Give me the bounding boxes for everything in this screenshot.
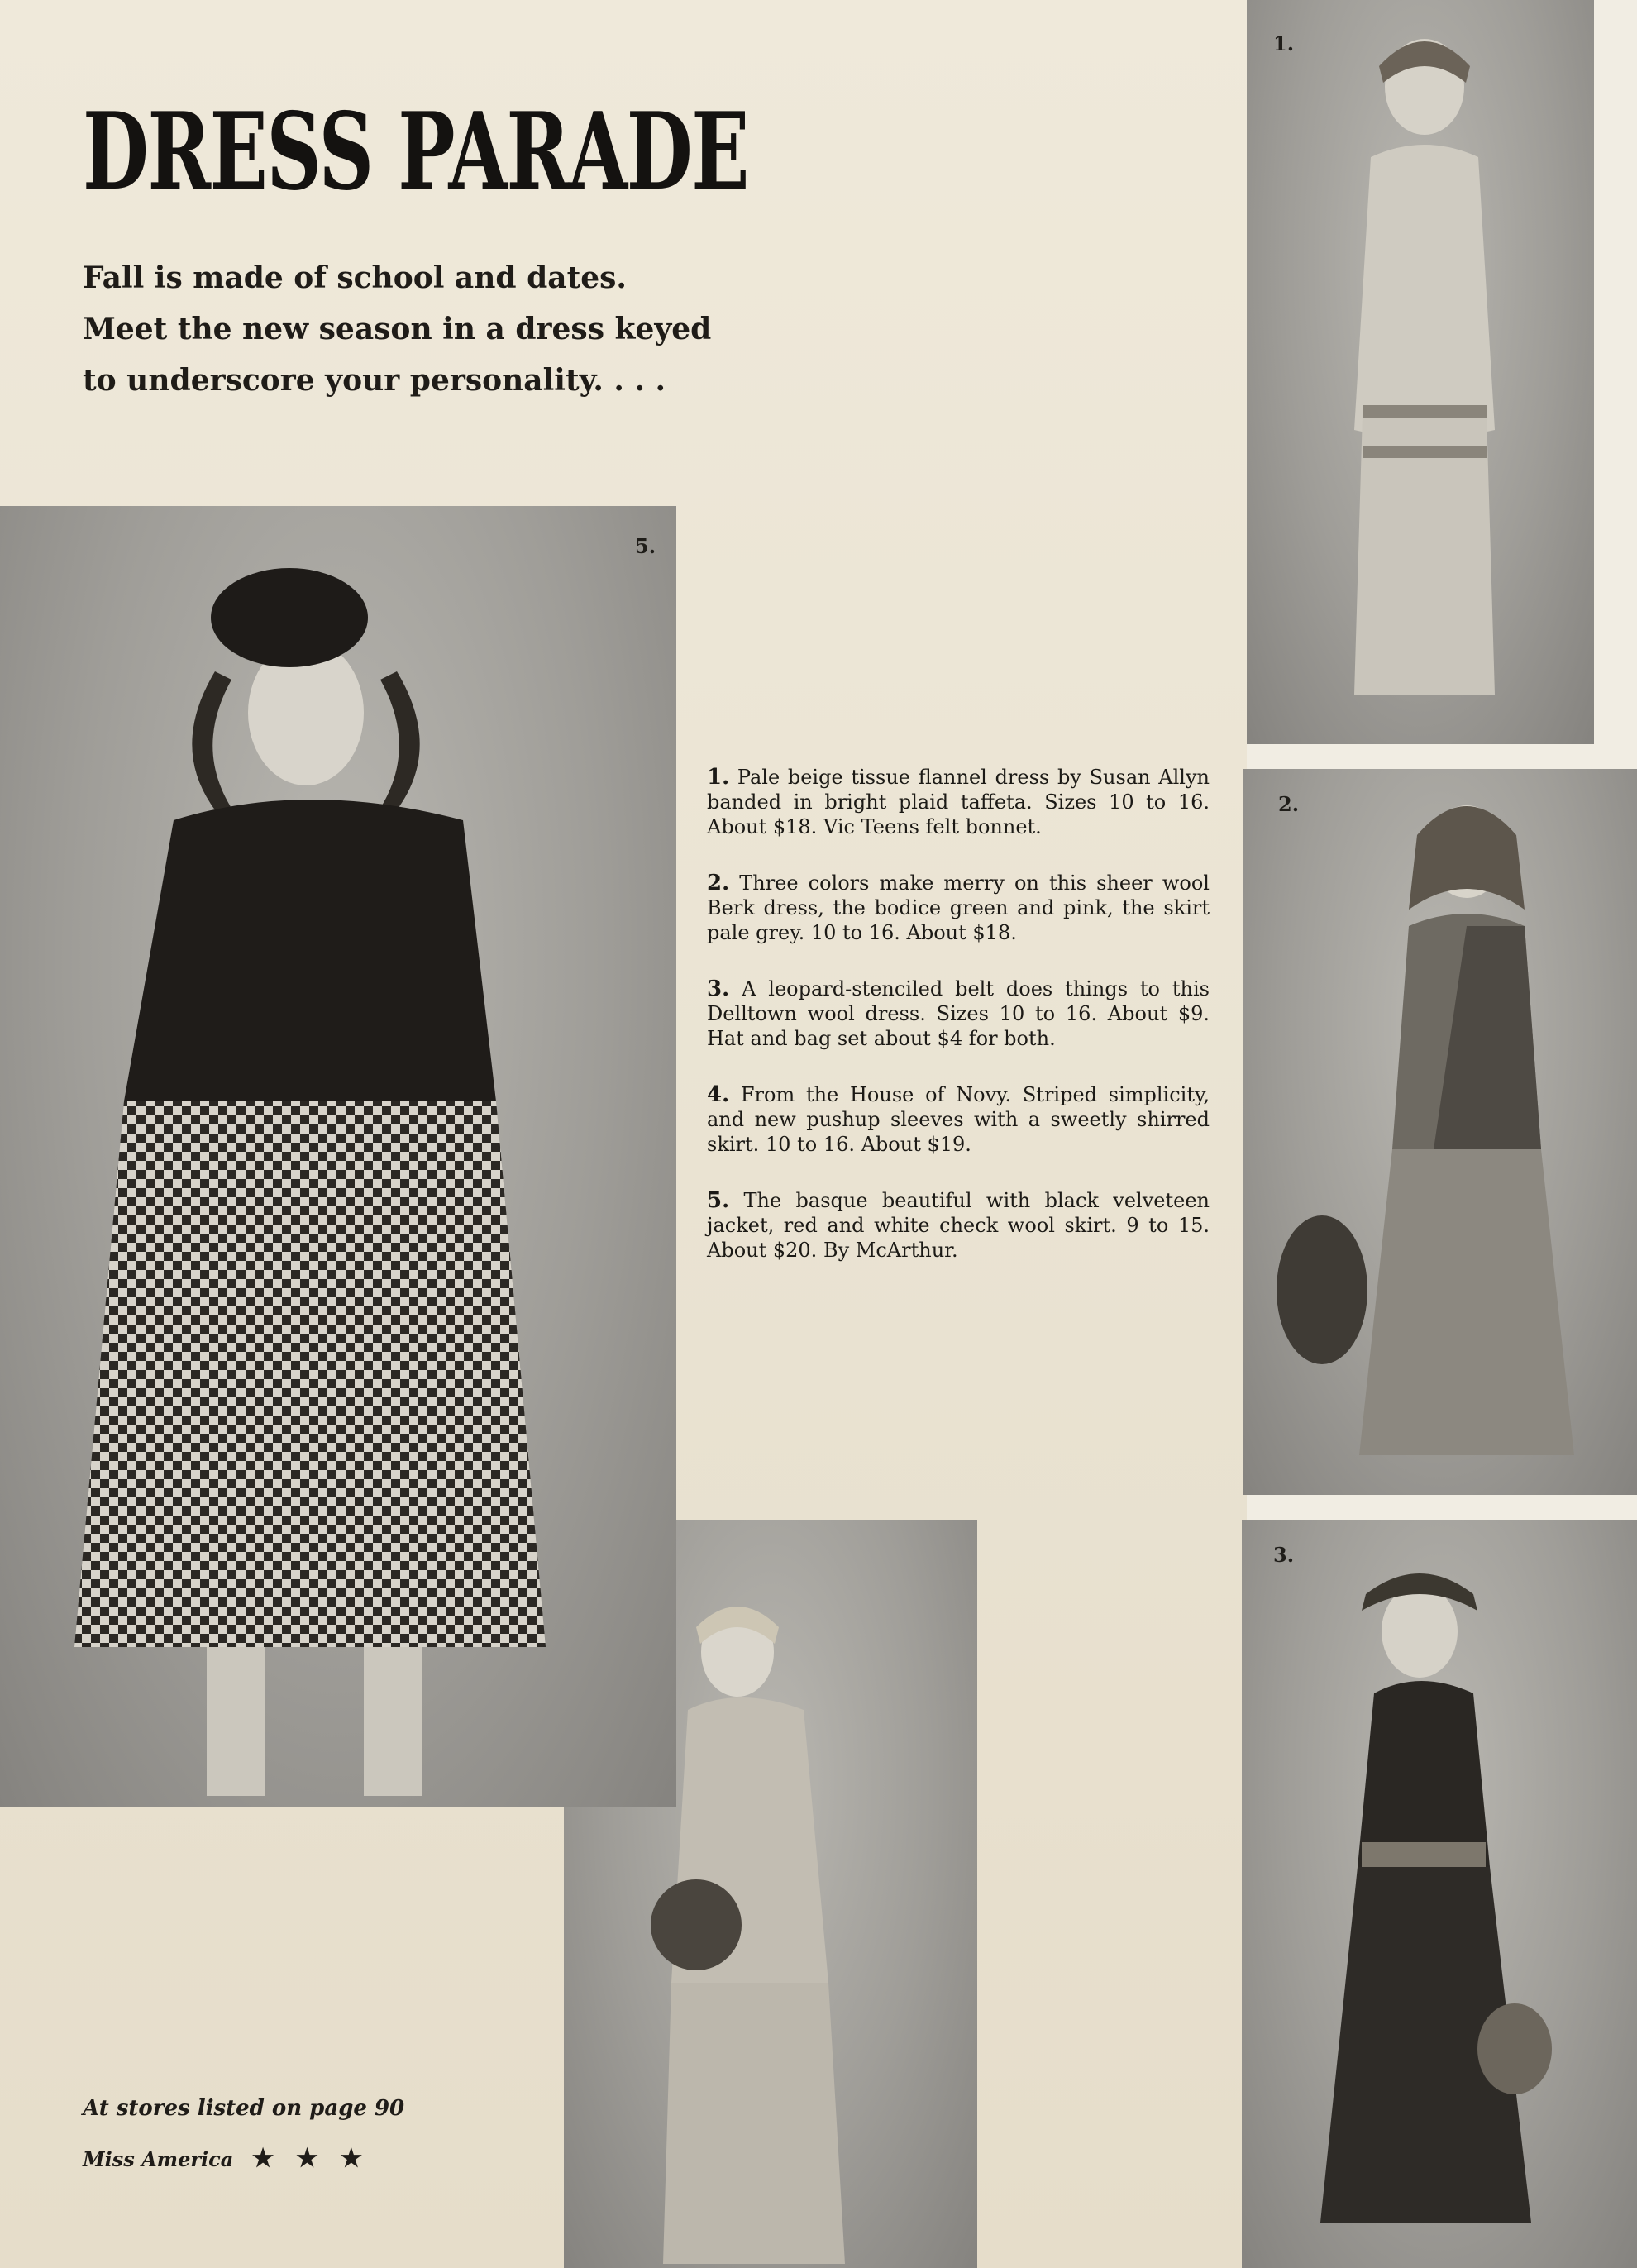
caption-number: 1. [707, 765, 730, 790]
photo-number-2: 2. [1278, 792, 1300, 816]
photo-dress-5 [0, 506, 676, 1807]
photo-dress-3 [1242, 1520, 1637, 2268]
stores-note: At stores listed on page 90 [83, 2096, 405, 2121]
caption-text: Pale beige tissue flannel dress by Susan Allyn banded in bright plaid taffeta. Sizes 10 to 16. About $18. Vic Teens felt bonnet. [707, 766, 1210, 838]
model-figure-1 [1247, 0, 1594, 744]
caption-number: 3. [707, 976, 730, 1001]
caption-text: From the House of Novy. Striped simplicity, and new pushup sleeves with a sweetly shirred skirt. 10 to 16. About $19. [707, 1083, 1210, 1156]
magazine-footer [83, 2144, 369, 2173]
caption-5 [707, 1188, 1210, 1263]
photo-number-1: 1. [1273, 31, 1295, 55]
page-subtitle [83, 252, 728, 406]
caption-number: 4. [707, 1082, 730, 1107]
subtitle-line-2: Meet the new season in a dress keyed [83, 312, 712, 346]
captions-block [707, 765, 1210, 1294]
caption-text: Three colors make merry on this sheer wool Berk dress, the bodice green and pink, the skirt pale grey. 10 to 16. About $18. [707, 871, 1210, 944]
caption-1 [707, 765, 1210, 839]
photo-dress-2 [1243, 769, 1637, 1495]
stars-icon: ★ ★ ★ [251, 2144, 370, 2173]
caption-number: 2. [707, 871, 730, 895]
caption-3 [707, 976, 1210, 1051]
model-figure-2 [1243, 769, 1637, 1495]
subtitle-line-3: to underscore your personality. . . . [83, 363, 666, 398]
model-figure-3 [1242, 1520, 1637, 2268]
magazine-name: Miss America [83, 2147, 234, 2171]
caption-4 [707, 1082, 1210, 1157]
photo-dress-1 [1247, 0, 1594, 744]
subtitle-line-1: Fall is made of school and dates. [83, 260, 627, 295]
model-figure-5 [0, 506, 676, 1807]
caption-2 [707, 871, 1210, 945]
caption-text: A leopard-stenciled belt does things to this Delltown wool dress. Sizes 10 to 16. About $9. Hat and bag set about $4 for both. [707, 977, 1210, 1050]
caption-text: The basque beautiful with black velveteen jacket, red and white check wool skirt. 9 to 15. About $20. By McArthur. [707, 1189, 1210, 1262]
caption-number: 5. [707, 1188, 730, 1213]
page-title: DRESS PARADE [83, 90, 749, 214]
photo-number-3: 3. [1273, 1543, 1295, 1567]
photo-number-5: 5. [635, 534, 656, 558]
